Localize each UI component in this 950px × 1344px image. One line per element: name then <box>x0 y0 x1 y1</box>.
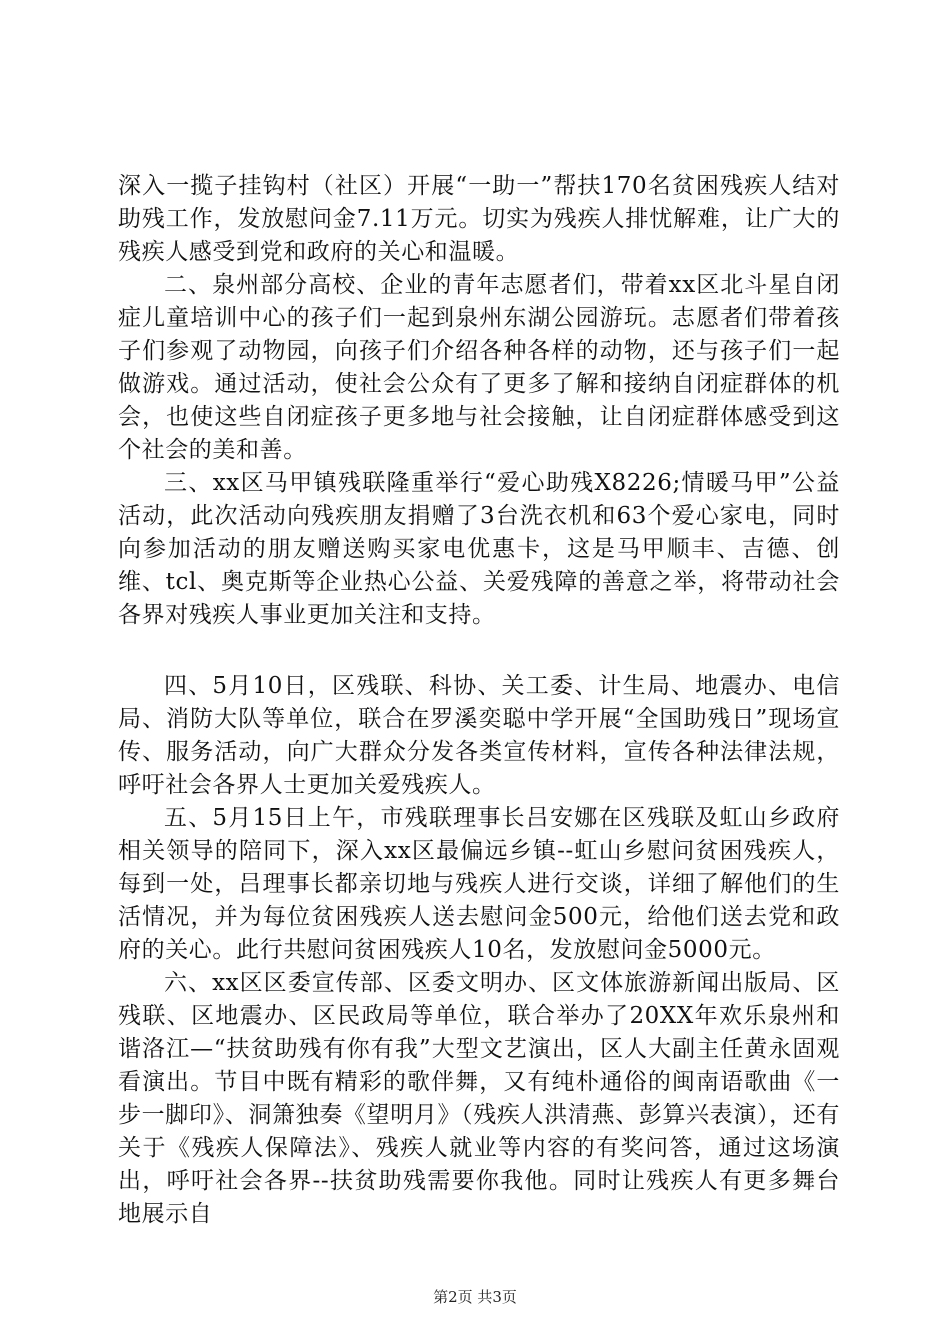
paragraph-item-6: 六、xx区区委宣传部、区委文明办、区文体旅游新闻出版局、区残联、区地震办、区民政局等单位，联合举办了20XX年欢乐泉州和谐洛江—“扶贫助残有你有我”大型文艺演出，区人大副主任黄永固观看演出。节目中既有精彩的歌伴舞，又有纯朴通俗的闽南语歌曲《一步一脚印》、洞箫独奏《望明月》（残疾人洪清燕、彭算兴表演），还有关于《残疾人保障法》、残疾人就业等内容的有奖问答，通过这场演出，呼吁社会各界--扶贫助残需要你我他。同时让残疾人有更多舞台地展示自 <box>118 970 840 1227</box>
paragraph-item-3: 三、xx区马甲镇残联隆重举行“爱心助残X8226;情暖马甲”公益活动，此次活动向残疾朋友捐赠了3台洗衣机和63个爱心家电，同时向参加活动的朋友赠送购买家电优惠卡，这是马甲顺丰、吉德、创维、tcl、奥克斯等企业热心公益、关爱残障的善意之举，将带动社会各界对残疾人事业更加关注和支持。 <box>118 470 840 628</box>
paragraph-item-5: 五、5月15日上午，市残联理事长吕安娜在区残联及虹山乡政府相关领导的陪同下，深入xx区最偏远乡镇--虹山乡慰问贫困残疾人，每到一处，吕理事长都亲切地与残疾人进行交谈，详细了解他们的生活情况，并为每位贫困残疾人送去慰问金500元，给他们送去党和政府的关心。此行共慰问贫困残疾人10名，发放慰问金5000元。 <box>118 805 840 963</box>
document-body <box>118 170 840 1231</box>
paragraph-continuation: 深入一揽子挂钩村（社区）开展“一助一”帮扶170名贫困残疾人结对助残工作，发放慰问金7.11万元。切实为残疾人排忧解难，让广大的残疾人感受到党和政府的关心和温暖。 <box>118 173 840 265</box>
paragraph-item-2: 二、泉州部分高校、企业的青年志愿者们，带着xx区北斗星自闭症儿童培训中心的孩子们一起到泉州东湖公园游玩。志愿者们带着孩子们参观了动物园，向孩子们介绍各种各样的动物，还与孩子们一起做游戏。通过活动，使社会公众有了更多了解和接纳自闭症群体的机会，也使这些自闭症孩子更多地与社会接触，让自闭症群体感受到这个社会的美和善。 <box>118 272 840 463</box>
page-number-footer: 第2页 共3页 <box>433 1288 517 1306</box>
paragraph-item-4: 四、5月10日，区残联、科协、关工委、计生局、地震办、电信局、消防大队等单位，联合在罗溪奕聪中学开展“全国助残日”现场宣传、服务活动，向广大群众分发各类宣传材料，宣传各种法律法规，呼吁社会各界人士更加关爱残疾人。 <box>118 673 840 798</box>
